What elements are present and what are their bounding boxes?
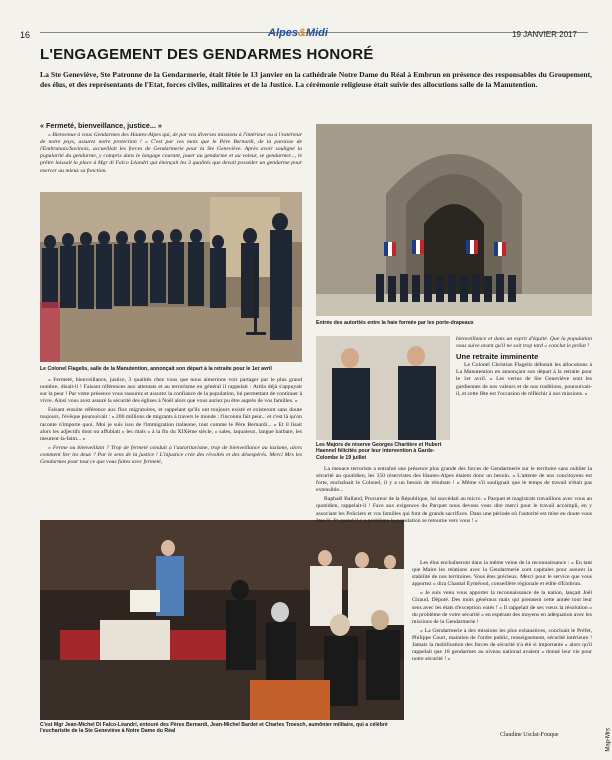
col2-paragraph-1: Le Colonel Christian Flagelis débutait les allocutions à La Manutention en annonçant son départ à la retraite pour le 1er avril. « Les vertus de Ste Geneviève sont les gardiennes de nos valeurs et de nos traditions, poursuivait-il, et cette fête est l'occasion de réfléchir à nos missions. »: [456, 362, 592, 397]
newspaper-logo: [268, 27, 328, 39]
logo-part1: Alpes: [268, 27, 298, 39]
col2-paragraph-5: « Je suis venu vous apporter la reconnaissance de la nation, lançait Joël Giraud, Député. Des mots généraux mais qui prennent cette année tout leur sens avec les états d'exception votés ! » Il rappelait de ses vœux la résolution « du problème de votre sécurité » en espérant des moyens en adéquation avec les missions de la Gendarmerie !: [412, 590, 592, 625]
church-photo-illustration: [316, 124, 592, 316]
column1-top: [40, 122, 302, 177]
headline: L'ENGAGEMENT DES GENDARMES HONORÉ: [40, 46, 374, 63]
col1-mid-paragraph-1: « Fermeté, bienveillance, justice, 3 qualités chez vous que nous aimerions voir partager par le plus grand nombre, disait-il ! Faisant références aux attentats et au terrorisme en général il rappelait : Attila déjà s'appuyait sur la peur ! Par votre présence vous rassurez et assurez la confiance de la population, lui permettant de continuer à vivre. Ainsi vous avez assuré la sécurité des églises à Noël alors que vous auriez pu être auprès de vos familles. »: [40, 377, 302, 405]
col1-mid-paragraph-2: Faisant ensuite référence aux flux migratoires, et rappelant qu'ils ont toujours existé et existeront sans doute toujours, l'évêque poursuivait : « 200 millions de migrants à travers le monde ; l'inconnu fait peur... et c'est là qu'on raconte n'importe quoi. Moi je suis issu de l'immigration italienne, tout comme le Père Bernardi... » Et il lisait alors les adjectifs dont on affublait « les ritals » à la fin du XIXème siècle, « sales, laquaieux, langue barbare, les meurent-la-faim... »: [40, 407, 302, 442]
col2-top-text: bienveillance et dans un esprit d'équité. Que la population vous suive avant qu'il ne soit trop tard » conclut le prélat !: [456, 336, 592, 350]
column2-wide: [316, 466, 592, 527]
col2-paragraph-6: « La Gendarmerie a des missions les plus exhaustives, concluait le Préfet, Philippe Court, maintien de l'ordre public, renseignement, sécurité intérieure ! Jamais la mobilisation des forces de sécurité n'a été si importante » alors qu'il rappelait que 18 gendarmes au niveau national avaient « donné leur vie pour notre sécurité ! »: [412, 627, 592, 663]
section-title-1: « Fermeté, bienveillance, justice... »: [40, 121, 162, 130]
column1-middle: [40, 377, 302, 468]
column2-narrow: [456, 336, 592, 400]
mass-photo-illustration: [40, 520, 404, 720]
caption-majors: Les Majors de réserve Georges Chartière et Hubert Haennel félicités pour leur intervention à Garde-Colombe le 19 juillet: [316, 442, 442, 461]
photo-majors: [316, 336, 450, 440]
section-title-2: Une retraite imminente: [456, 352, 539, 362]
caption-speech: Le Colonel Flagelis, salle de la Manutention, annonçait son départ à la retraite pour le 1er avril: [40, 366, 272, 372]
photo-church: [316, 124, 592, 316]
col2-paragraph-3: Raphaël Balland, Procureur de la République, lui succédait au micro. « Parquet et magistrats travaillons avec vous au quotidien, rappelait-il ! Face aux exigences du Parquet nous devons vous dire merci pour le travail accompli, en y associant les Policiers et vos familles qui font de grands sacrifices. Dans une période où l'autorité est mise en doute vous êtes là. Et quand il y a problème la population se retourne vers vous ! »: [316, 496, 592, 524]
author-signature: Claudine Usclat-Fouque: [500, 732, 559, 738]
lead-paragraph: La Ste Geneviève, Ste Patronne de la Gendarmerie, était fêtée le 13 janvier en la cathédrale Notre Dame du Réal à Embrun en présence des responsables du Groupement, des élus, et des représentants de l'Etat, forces civiles, militaires et de la Justice. La cérémonie religieuse était suivie des allocutions salle de la Manutention.: [40, 70, 592, 89]
logo-part2: Midi: [305, 27, 328, 39]
photo-speech: [40, 192, 302, 362]
col2-paragraph-2: La menace terroriste a entraîné une présence plus grande des forces de Gendarmerie sur le territoire sans oublier la sécurité au quotidien, les 150 réservistes des Hautes-Alpes étaient donc un besoin. « L'attente de nos concitoyens est forte, enchaînait le Colonel, il y a un besoin de résultats ! » Même s'il soulignait que le temps de travail n'était pas extensible...: [316, 466, 592, 494]
logo-amp: &: [297, 27, 306, 39]
majors-photo-illustration: [316, 336, 450, 440]
speech-photo-illustration: [40, 192, 302, 362]
col1-paragraph: « Bienvenue à vous Gendarmes des Hautes-Alpes qui, de par vos diverses missions à l'intérieur ou à l'extérieur de notre pays, assurez notre protection ! » C'est par ces mots que le Père Bernardi, de la paroisse de l'Embrunais/Savinois, accueillait les forces de Gendarmerie pour la Ste Geneviève. Après avoir souligné la popularité du gendarme, y compris dans le langage courant, jouer au gendarme et au voleur, se gendarmer..., le prêtre laissait la place à Mgr di Falco Léandri qui énonçait les 3 qualités que devait posséder un gendarme pour exercer au mieux sa fonction.: [40, 132, 302, 174]
caption-church: Entrée des autorités entre la haie formée par les porte-drapeaux: [316, 320, 474, 326]
col2-paragraph-4: Les élus enchaîneront dans la même veine de la reconnaissance : « En tant que Maire les relations avec la Gendarmerie sont capitales pour assurer la stabilité de nos territoires. Vous êtes précieux. Merci pour le service que vous apportez » dira Chantal Eyméoud, conseillère régionale et édile d'Embrun.: [412, 560, 592, 588]
page-number: 16: [20, 30, 31, 40]
side-label: Map-Mrs: [606, 728, 612, 752]
col1-mid-paragraph-3: « Ferme ou bienveillant ? Trop de fermeté conduit à l'autoritarisme, trop de bienveillance au laxisme, alors comment lier les deux ? Par le sens de la justice ! L'injustice crée des révoltés et des désespérés. Merci Mrs les Gendarmes pour tout ce que vous faites avec fermeté,: [40, 444, 302, 466]
caption-mass: C'est Mgr Jean-Michel Di Falco-Léandri, entouré des Pères Bernardi, Jean-Michel Bardet et Charles Troesch, aumônier militaire, qui a célébré l'eucharistie de la Ste Geneviève à Notre Dame du Réal: [40, 722, 388, 735]
photo-mass: [40, 520, 404, 720]
issue-date: 19 JANVIER 2017: [512, 30, 577, 39]
column3: [412, 560, 592, 665]
